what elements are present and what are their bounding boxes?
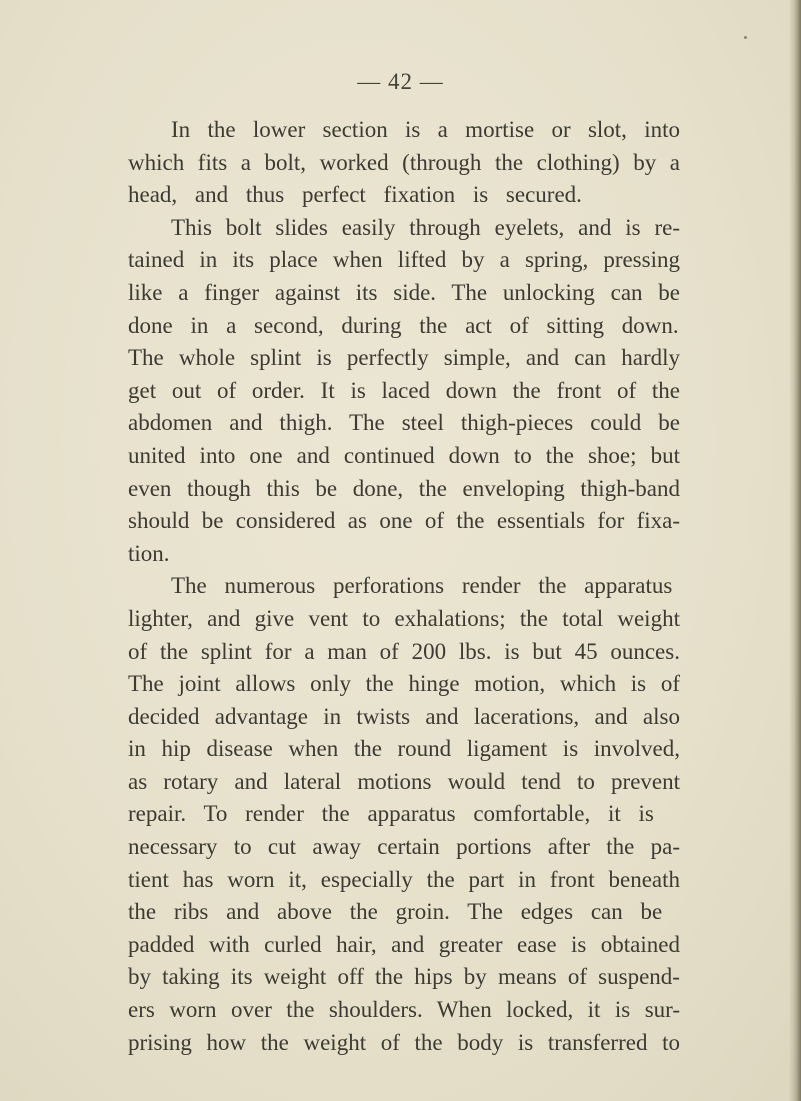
- text-line: tion.: [128, 540, 170, 566]
- text-line: which fits a bolt, worked (through the clothing) by a: [128, 149, 680, 175]
- text-line: necessary to cut away certain portions after the pa-: [128, 834, 681, 860]
- text-line: decided advantage in twists and lacerations, and also: [128, 703, 680, 729]
- text-line: tient has worn it, especially the part in front beneath: [128, 866, 681, 892]
- paper-speck: [744, 36, 747, 39]
- text-line: by taking its weight off the hips by means of suspend-: [128, 964, 680, 990]
- text-line: abdomen and thigh. The steel thigh-pieces could be: [128, 410, 680, 436]
- text-line: even though this be done, the enveloping thigh-band: [128, 475, 680, 501]
- text-line: ers worn over the shoulders. When locked, it is sur-: [128, 997, 681, 1023]
- text-line: should be considered as one of the essentials for fixa-: [128, 508, 681, 534]
- text-line: lighter, and give vent to exhalations; the total weight: [128, 605, 680, 631]
- text-line: In the lower section is a mortise or slot, into: [171, 117, 681, 142]
- text-line: The joint allows only the hinge motion, which is of: [128, 671, 680, 697]
- text-line: done in a second, during the act of sitting down.: [128, 312, 679, 338]
- text-line: prising how the weight of the body is transferred to: [128, 1029, 680, 1055]
- text-line: head, and thus perfect fixation is secured.: [128, 182, 582, 208]
- text-line: The numerous perforations render the apparatus: [171, 573, 673, 599]
- text-line: tained in its place when lifted by a spring, pressing: [128, 247, 680, 273]
- page-edge-shadow: [789, 0, 801, 1101]
- text-line: in hip disease when the round ligament is involved,: [128, 736, 680, 762]
- text-line: This bolt slides easily through eyelets, and is re-: [171, 214, 680, 240]
- text-line: united into one and continued down to the shoe; but: [128, 442, 680, 468]
- page-number: — 42 —: [357, 69, 444, 94]
- text-line: like a finger against its side. The unlocking can be: [128, 279, 680, 305]
- text-line: get out of order. It is laced down the front of the: [128, 377, 680, 403]
- text-line: The whole splint is perfectly simple, and can hardly: [128, 345, 680, 371]
- text-line: of the splint for a man of 200 lbs. is but 45 ounces.: [128, 638, 680, 664]
- text-line: as rotary and lateral motions would tend to prevent: [128, 768, 681, 794]
- text-line: repair. To render the apparatus comfortable, it is: [128, 801, 654, 827]
- text-line: padded with curled hair, and greater ease is obtained: [128, 931, 680, 957]
- text-line: the ribs and above the groin. The edges can be: [128, 899, 663, 925]
- body-text: [128, 114, 680, 1059]
